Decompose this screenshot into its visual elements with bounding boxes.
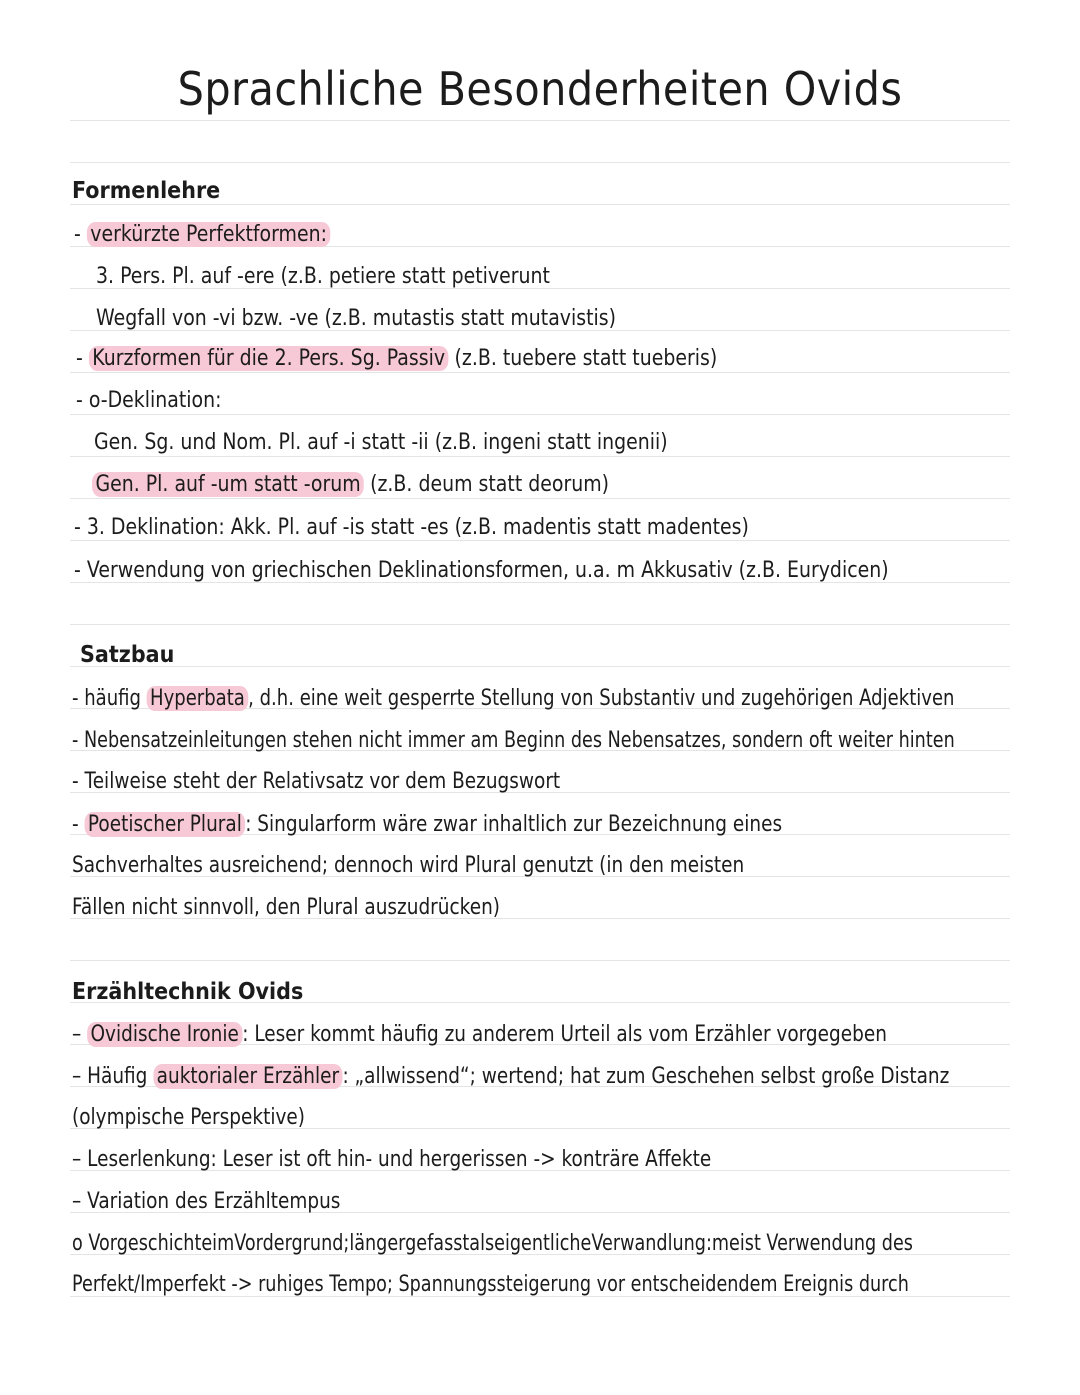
satzbau-line-2: - Nebensatzeinleitungen stehen nicht immer am Beginn des Nebensatzes, sondern oft weiter hinten [72,728,955,753]
satzbau-line-1: - häufig Hyperbata , d.h. eine weit gesperrte Stellung von Substantiv und zugehörigen Adjektiven [72,686,955,711]
formenlehre-line-7: Gen. Pl. auf -um statt -orum (z.B. deum statt deorum) [92,470,609,500]
ruled-line [70,666,1010,667]
formenlehre-line-1: - verkürzte Perfektformen: [74,220,330,250]
erzaehltechnik-line-6: o VorgeschichteimVordergrund;längergefasstalseigentlicheVerwandlung:meist Verwendung des [72,1231,913,1256]
ruled-line [70,162,1010,163]
satzbau-line-4: - Poetischer Plural : Singularform wäre zwar inhaltlich zur Bezeichnung eines [72,812,783,837]
erzaehltechnik-line-7: Perfekt/Imperfekt -> ruhiges Tempo; Spannungssteigerung vor entscheidendem Ereignis durch [72,1272,909,1297]
erzaehltechnik-line-2: – Häufig auktorialer Erzähler : „allwissend“; wertend; hat zum Geschehen selbst große Distanz [72,1064,950,1089]
satzbau-line-3: - Teilweise steht der Relativsatz vor dem Bezugswort [72,769,561,794]
satzbau-line-6: Fällen nicht sinnvoll, den Plural auszudrücken) [72,895,500,920]
section-heading-formenlehre: Formenlehre [72,178,221,204]
highlight-gen-pl: Gen. Pl. auf -um statt -orum [92,472,364,497]
erzaehltechnik-line-5: – Variation des Erzähltempus [72,1189,341,1214]
erzaehltechnik-line-4: – Leserlenkung: Leser ist oft hin- und hergerissen -> konträre Affekte [72,1147,712,1172]
formenlehre-line-3: Wegfall von -vi bzw. -ve (z.B. mutastis statt mutavistis) [96,306,617,331]
formenlehre-line-5: - o-Deklination: [76,388,222,413]
highlight-hyperbata: Hyperbata [147,686,248,711]
page-title: Sprachliche Besonderheiten Ovids [177,62,903,116]
satzbau-line-5: Sachverhaltes ausreichend; dennoch wird Plural genutzt (in den meisten [72,853,745,878]
section-heading-erzaehltechnik: Erzähltechnik Ovids [72,979,304,1005]
section-heading-satzbau: Satzbau [80,642,175,668]
ruled-line [70,624,1010,625]
highlight-ovidische-ironie: Ovidische Ironie [87,1022,242,1047]
highlight-verkuerzte-perfektformen: verkürzte Perfektformen: [87,222,331,247]
formenlehre-line-8: - 3. Deklination: Akk. Pl. auf -is statt -es (z.B. madentis statt madentes) [74,515,749,540]
formenlehre-line-9: - Verwendung von griechischen Deklinationsformen, u.a. m Akkusativ (z.B. Eurydicen) [74,558,889,583]
ruled-line [70,120,1010,121]
ruled-line [70,960,1010,961]
formenlehre-line-4: - Kurzformen für die 2. Pers. Sg. Passiv (z.B. tuebere statt tueberis) [76,346,718,371]
erzaehltechnik-line-1: – Ovidische Ironie : Leser kommt häufig zu anderem Urteil als vom Erzähler vorgegeben [72,1022,887,1047]
erzaehltechnik-line-3: (olympische Perspektive) [72,1105,305,1130]
highlight-kurzformen: Kurzformen für die 2. Pers. Sg. Passiv [89,346,449,371]
highlight-poetischer-plural: Poetischer Plural [85,812,246,837]
highlight-auktorialer-erzaehler: auktorialer Erzähler [153,1064,342,1089]
formenlehre-line-6: Gen. Sg. und Nom. Pl. auf -i statt -ii (z.B. ingeni statt ingenii) [94,430,668,455]
formenlehre-line-2: 3. Pers. Pl. auf -ere (z.B. petiere statt petiverunt [96,264,550,289]
